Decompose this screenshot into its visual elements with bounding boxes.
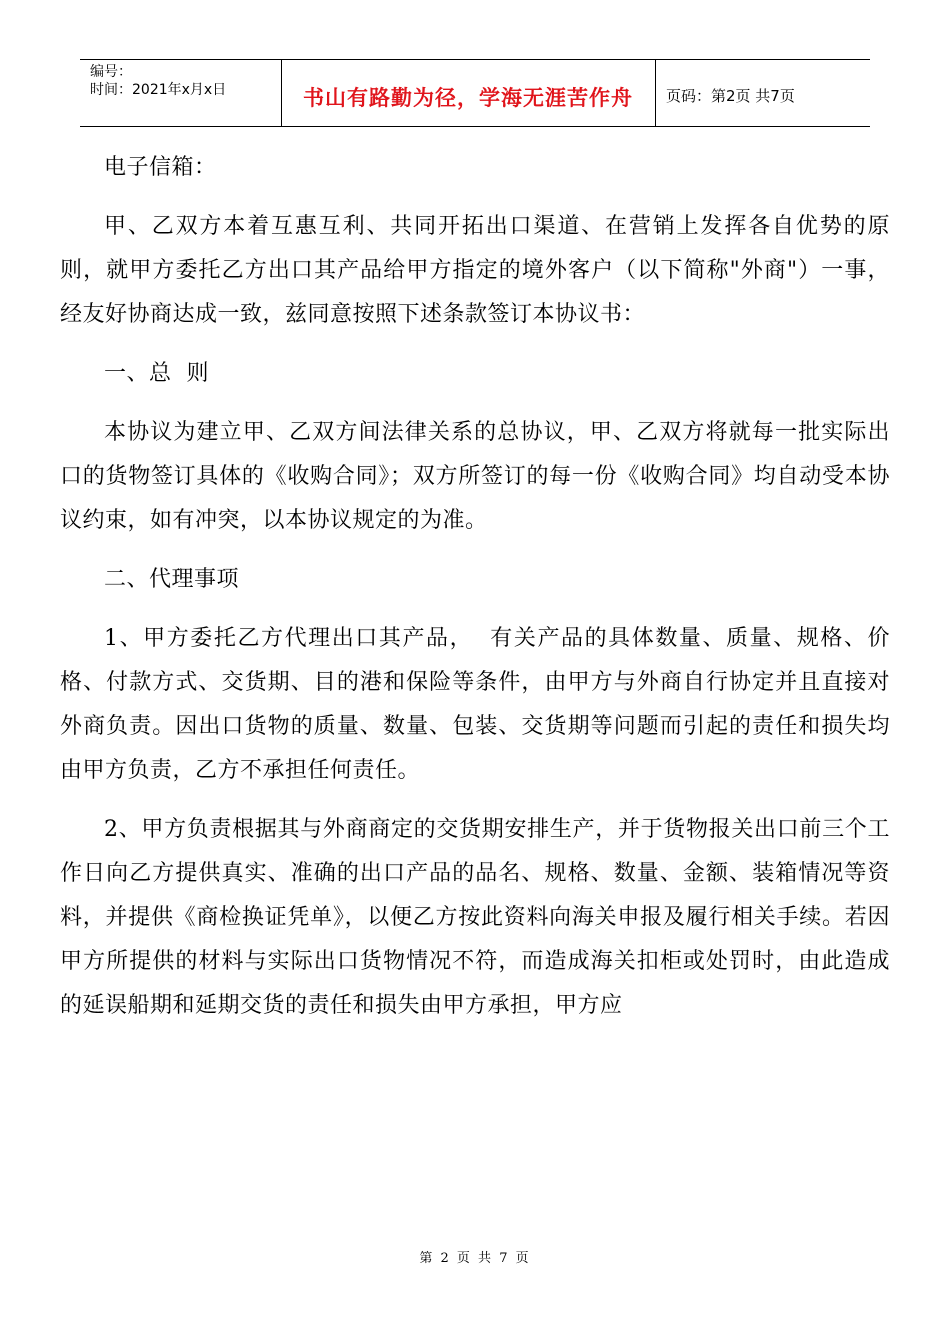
section-heading-agency: 二、代理事项: [104, 567, 240, 592]
header-divider-right: [655, 59, 656, 126]
agency-clause-1: 1、甲方委托乙方代理出口其产品， 有关产品的具体数量、质量、规格、价格、付款方式、交货期、目的港和保险等条件，由甲方与外商自行协定并且直接对外商负责。因出口货物的质量、数量、包装、交货期等问题而引起的责任和损失均由甲方负责，乙方不承担任何责任。: [60, 626, 890, 783]
page-footer: 第 2 页 共 7 页: [419, 1251, 531, 1266]
header-motto: 书山有路勤为径，学海无涯苦作舟: [303, 86, 633, 110]
section-heading-general: 一、总 则: [104, 361, 209, 386]
email-line: 电子信箱：: [104, 155, 217, 180]
document-body: [60, 146, 890, 1043]
header-top-rule: [80, 59, 870, 60]
header-meta: [90, 63, 226, 99]
header-bottom-rule: [80, 126, 870, 127]
preamble-paragraph: 甲、乙双方本着互惠互利、共同开拓出口渠道、在营销上发挥各自优势的原则，就甲方委托乙方出口其产品给甲方指定的境外客户（以下简称"外商"）一事，经友好协商达成一致，兹同意按照下述条款签订本协议书：: [60, 214, 890, 327]
header-page-number: 页码：第2页 共7页: [666, 87, 795, 105]
agency-clause-2: 2、甲方负责根据其与外商商定的交货期安排生产，并于货物报关出口前三个工作日向乙方提供真实、准确的出口产品的品名、规格、数量、金额、装箱情况等资料，并提供《商检换证凭单》，以便乙方按此资料向海关申报及履行相关手续。若因甲方所提供的材料与实际出口货物情况不符，而造成海关扣柜或处罚时，由此造成的延误船期和延期交货的责任和损失由甲方承担，甲方应: [60, 817, 890, 1018]
serial-number-label: 编号：: [90, 64, 132, 80]
general-paragraph: 本协议为建立甲、乙双方间法律关系的总协议，甲、乙双方将就每一批实际出口的货物签订具体的《收购合同》；双方所签订的每一份《收购合同》均自动受本协议约束，如有冲突，以本协议规定的为准。: [60, 420, 890, 533]
date-label: 时间：2021年x月x日: [90, 82, 227, 98]
